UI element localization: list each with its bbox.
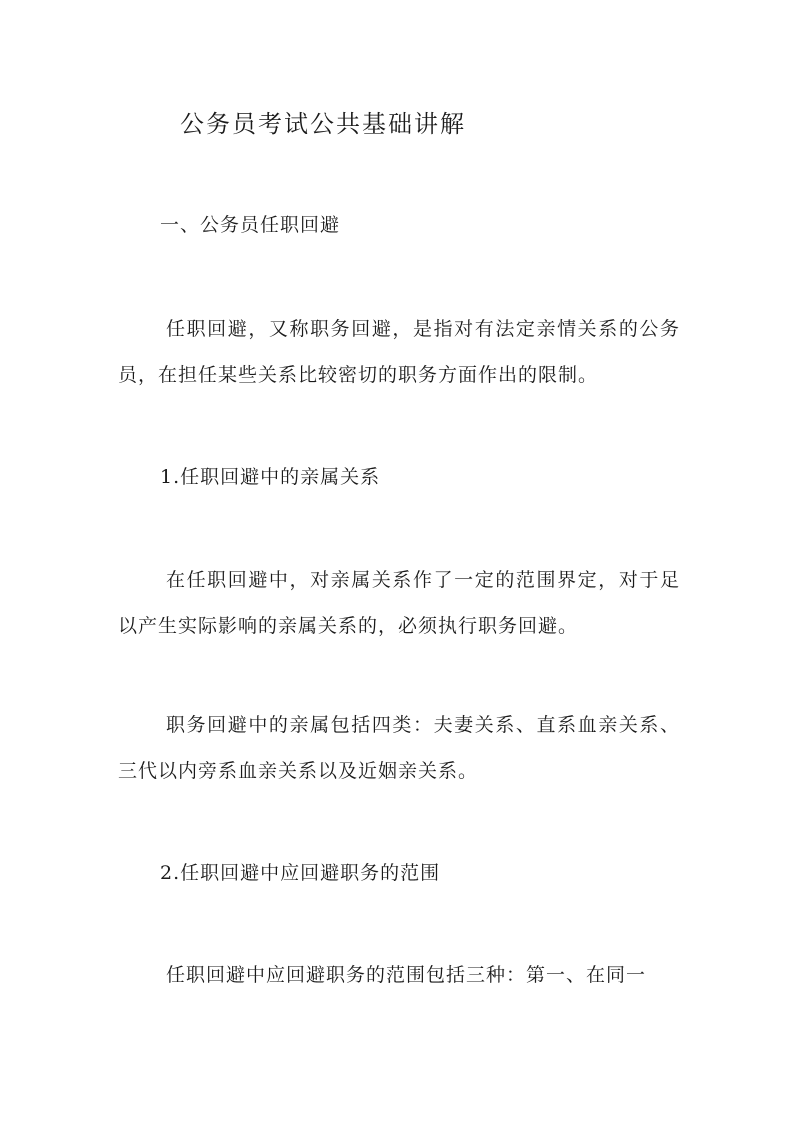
section-heading-1: 一、公务员任职回避 [160, 214, 341, 236]
section-heading-2: 1.任职回避中的亲属关系 [160, 466, 381, 488]
paragraph-4: 任职回避中应回避职务的范围包括三种：第一、在同一 [166, 964, 647, 986]
paragraph-3: 职务回避中的亲属包括四类：夫妻关系、直系血亲关系、三代以内旁系血亲关系以及近姻亲关系。 [118, 714, 680, 782]
section-heading-3: 2.任职回避中应回避职务的范围 [160, 862, 441, 884]
paragraph-2: 在任职回避中，对亲属关系作了一定的范围界定，对于足以产生实际影响的亲属关系的，必须执行职务回避。 [118, 569, 680, 637]
document-title: 公务员考试公共基础讲解 [180, 110, 466, 138]
paragraph-1: 任职回避，又称职务回避，是指对有法定亲情关系的公务员，在担任某些关系比较密切的职务方面作出的限制。 [118, 318, 680, 386]
